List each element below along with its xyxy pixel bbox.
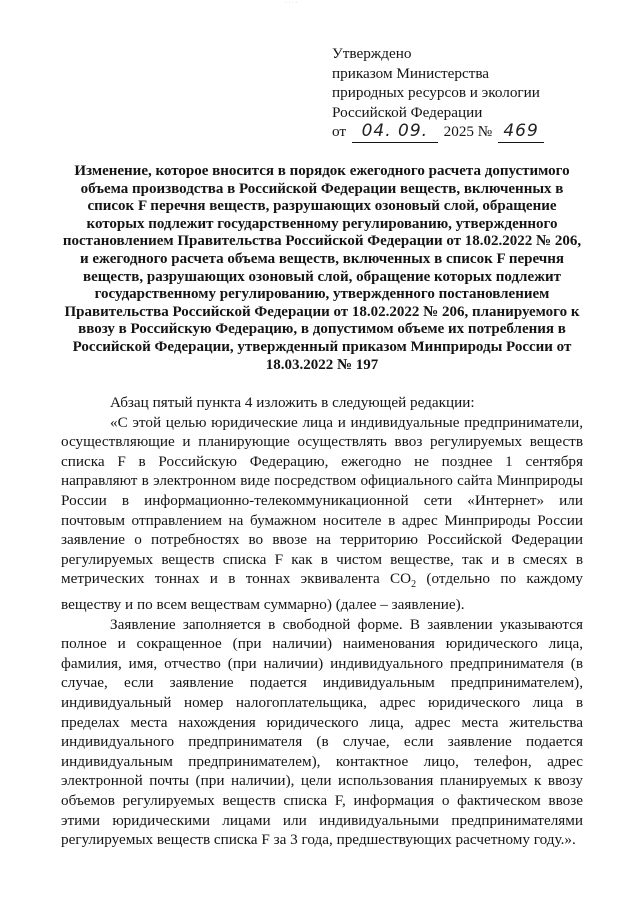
approval-line-2: приказом Министерства xyxy=(332,64,490,82)
document-body xyxy=(61,393,583,850)
approval-date-handwritten: 04. 09. xyxy=(352,122,438,143)
paragraph-quoted-1 xyxy=(61,413,583,615)
approval-date-line xyxy=(332,122,544,143)
paragraph-intro: Абзац пятый пункта 4 изложить в следующей редакции: xyxy=(110,394,475,411)
document-title: Изменение, которое вносится в порядок ежегодного расчета допустимого объема производства в Российской Федерации веществ, включенных в список F перечня веществ, разрушающих озоновый слой, обращение которых подлежит государственному регулированию, утвержденного постановлением Правительства Российской Федерации от 18.02.2022 № 206, и ежегодного расчета объема веществ, включенных в список F перечня веществ, разрушающих озоновый слой, обращение которых подлежит государственному регулированию, утвержденного постановлением Правительства Российской Федерации от 18.02.2022 № 206, планируемого к ввозу в Российскую Федерацию, в допустимом объеме их потребления в Российской Федерации, утвержденный приказом Минприроды России от 18.03.2022 № 197 xyxy=(62,163,582,373)
paragraph-quoted-1-end: (отдельно по каждому веществу и по всем веществам суммарно) (далее – заявление). xyxy=(61,570,583,613)
approval-from-label: от xyxy=(332,123,347,140)
approval-line-3: природных ресурсов и экологии xyxy=(332,84,540,101)
paragraph-quoted-2: Заявление заполняется в свободной форме. В заявлении указываются полное и сокращенное (при наличии) наименования юридического лица, фамилия, имя, отчество (при наличии) индивидуального предпринимателя (в случае, если заявление подается индивидуальным предпринимателем), индивидуальный номер налогоплательщика, адрес юридического лица в пределах места нахождения юридического лица, адрес места жительства индивидуального предпринимателя (в случае, если заявление подается индивидуальным предпринимателем), контактное лицо, телефон, адрес электронной почты (при наличии), цели использования планируемых к ввозу объемов регулируемых веществ списка F, информация о фактическом ввозе этими юридическими лицами или индивидуальными предпринимателями регулируемых веществ списка F за 3 года, предшествующих расчетному году.». xyxy=(61,615,583,849)
approval-line-1: Утверждено xyxy=(332,45,412,62)
approval-stamp xyxy=(332,44,544,143)
approval-year: 2025 № xyxy=(443,123,493,140)
approval-line-4: Российской Федерации xyxy=(332,103,483,121)
approval-number-handwritten: 469 xyxy=(498,122,544,143)
scan-artifact: · · · · xyxy=(285,0,298,6)
co2-subscript: 2 xyxy=(411,579,417,591)
paragraph-quoted-1-start: «С этой целью юридические лица и индивидуальные предприниматели, осуществляющие и планирующие осуществлять ввоз регулируемых веществ списка F в Российскую Федерацию, ежегодно не позднее 1 сентября направляют в электронном виде посредством официального сайта Минприроды России в информационно-телекоммуникационной сети «Интернет» или почтовым отправлением на бумажном носителе в адрес Минприроды России заявление о потребностях во ввозе на территорию Российской Федерации регулируемых веществ списка F как в чистом веществе, так и в смесях в метрических тоннах и в тоннах эквивалента CO xyxy=(61,413,583,588)
